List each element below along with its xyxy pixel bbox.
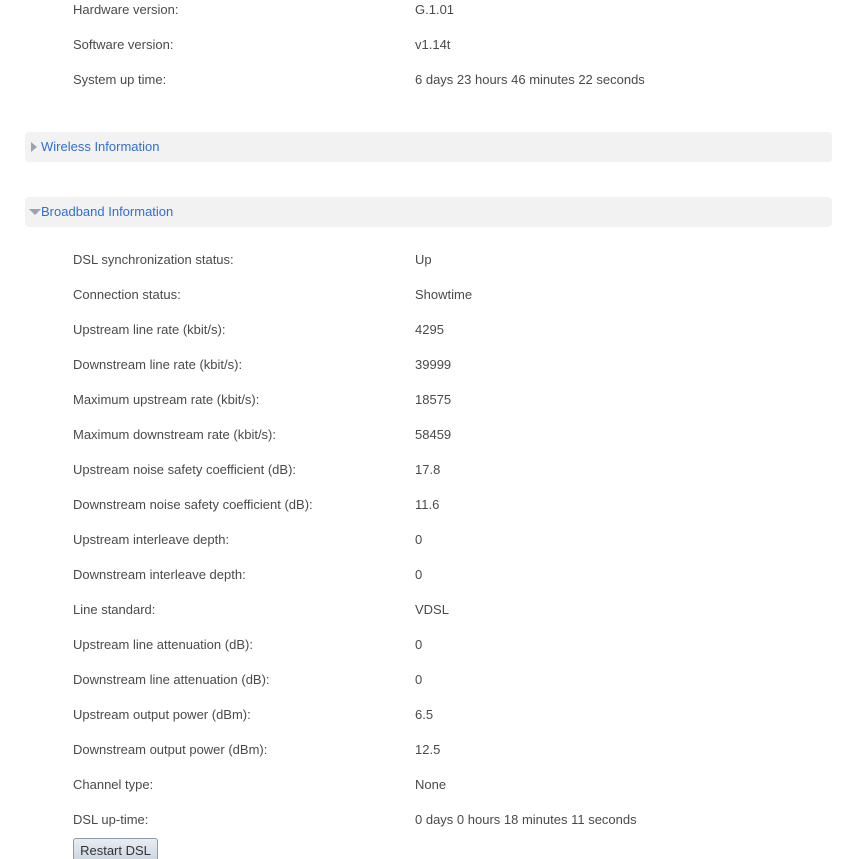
broadband-row-upstream-line-rate <box>0 320 856 355</box>
broadband-row-downstream-attenuation <box>0 670 856 705</box>
row-label: Maximum upstream rate (kbit/s): <box>73 392 260 407</box>
row-value: G.1.01 <box>415 2 455 17</box>
row-value: Up <box>415 252 432 267</box>
row-label: DSL up-time: <box>73 812 149 827</box>
wireless-information-header[interactable] <box>25 132 832 162</box>
broadband-row-upstream-output-power <box>0 705 856 740</box>
broadband-row-dsl-sync-status <box>0 250 856 285</box>
row-label: Upstream output power (dBm): <box>73 707 251 722</box>
row-label: Channel type: <box>73 777 154 792</box>
row-value: VDSL <box>415 602 449 617</box>
triangle-down-icon <box>29 206 41 218</box>
row-value: 0 <box>415 567 423 582</box>
row-value: 6 days 23 hours 46 minutes 22 seconds <box>415 72 645 87</box>
row-label: Upstream noise safety coefficient (dB): <box>73 462 297 477</box>
wireless-information-title[interactable]: Wireless Information <box>41 139 160 154</box>
row-value: 39999 <box>415 357 452 372</box>
row-label: Line standard: <box>73 602 156 617</box>
row-value: Showtime <box>415 287 473 302</box>
restart-dsl-button[interactable]: Restart DSL <box>73 838 158 859</box>
row-value: 6.5 <box>415 707 434 722</box>
broadband-row-downstream-output-power <box>0 740 856 775</box>
row-label: Downstream noise safety coefficient (dB): <box>73 497 313 512</box>
row-value: 18575 <box>415 392 452 407</box>
row-label: Downstream interleave depth: <box>73 567 246 582</box>
row-label: Upstream line rate (kbit/s): <box>73 322 226 337</box>
broadband-row-line-standard <box>0 600 856 635</box>
row-label: Downstream output power (dBm): <box>73 742 268 757</box>
broadband-row-upstream-attenuation <box>0 635 856 670</box>
broadband-row-upstream-noise-margin <box>0 460 856 495</box>
triangle-right-icon <box>29 141 41 153</box>
info-row-system-up-time <box>0 70 856 105</box>
broadband-row-connection-status <box>0 285 856 320</box>
broadband-information-title[interactable]: Broadband Information <box>41 204 174 219</box>
broadband-row-upstream-interleave-depth <box>0 530 856 565</box>
broadband-row-downstream-line-rate <box>0 355 856 390</box>
broadband-information-header[interactable] <box>25 197 832 227</box>
broadband-row-max-upstream-rate <box>0 390 856 425</box>
info-row-software-version <box>0 35 856 70</box>
row-value: 58459 <box>415 427 452 442</box>
row-value: 17.8 <box>415 462 441 477</box>
row-label: DSL synchronization status: <box>73 252 234 267</box>
row-value: v1.14t <box>415 37 451 52</box>
row-value: 12.5 <box>415 742 441 757</box>
broadband-row-channel-type <box>0 775 856 810</box>
row-value: None <box>415 777 447 792</box>
row-label: Downstream line attenuation (dB): <box>73 672 270 687</box>
row-label: Downstream line rate (kbit/s): <box>73 357 243 372</box>
broadband-row-downstream-noise-margin <box>0 495 856 530</box>
row-label: Hardware version: <box>73 2 179 17</box>
row-value: 0 days 0 hours 18 minutes 11 seconds <box>415 812 637 827</box>
row-label: Maximum downstream rate (kbit/s): <box>73 427 276 442</box>
row-label: Connection status: <box>73 287 181 302</box>
row-label: Upstream line attenuation (dB): <box>73 637 253 652</box>
row-value: 0 <box>415 672 423 687</box>
broadband-row-max-downstream-rate <box>0 425 856 460</box>
row-label: Software version: <box>73 37 174 52</box>
info-row-hardware-version <box>0 0 856 35</box>
broadband-row-downstream-interleave-depth <box>0 565 856 600</box>
row-value: 4295 <box>415 322 444 337</box>
row-label: System up time: <box>73 72 167 87</box>
row-label: Upstream interleave depth: <box>73 532 230 547</box>
row-value: 0 <box>415 637 423 652</box>
row-value: 11.6 <box>415 497 440 512</box>
row-value: 0 <box>415 532 423 547</box>
